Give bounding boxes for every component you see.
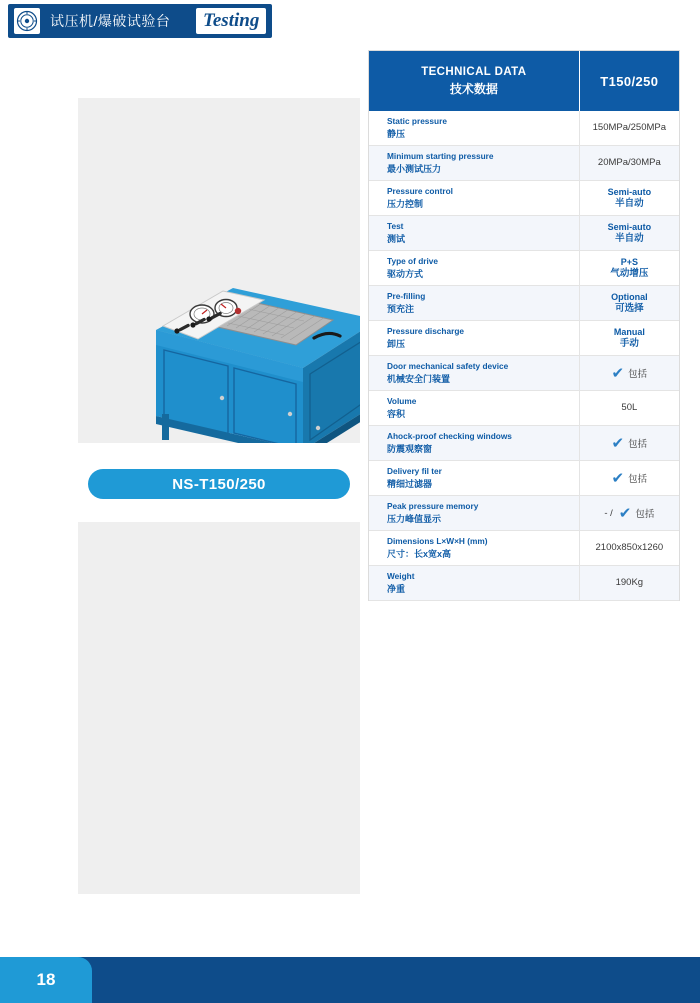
table-row-label [369,251,580,285]
page-header [0,0,700,42]
table-header-col2 [580,51,679,111]
table-header-col2-en: T150/250 [600,73,659,89]
table-row-value [580,461,679,495]
value-text: 50L [621,402,638,413]
value-cn: 包括 [635,509,655,520]
page-footer [0,957,700,1003]
table-row-label [369,531,580,565]
page-number-badge [0,957,92,1003]
value-prefix: - / [604,507,613,519]
table-row-label-en: Type of drive [387,256,439,266]
table-row-label [369,461,580,495]
table-header-row [369,51,679,111]
table-row-label [369,216,580,250]
table-row-value [580,216,679,250]
value-text: 2100x850x1260 [595,542,664,553]
table-row-label [369,566,580,600]
table-row-value [580,531,679,565]
table-row-value [580,426,679,460]
table-row-label-cn: 精细过滤器 [387,479,433,489]
value-cn: 半自动 [615,198,644,209]
technical-data-table [368,50,680,601]
table-row-label [369,391,580,425]
value-text: 20MPa/30MPa [597,157,661,168]
table-row-label-cn: 卸压 [387,339,406,349]
table-row-value [580,181,679,215]
value-en: Semi-auto [607,222,652,232]
page-number: 18 [36,970,56,989]
table-row-label-en: Door mechanical safety device [387,361,509,371]
table-row-label [369,426,580,460]
table-row-label-cn: 尺寸：长x宽x高 [387,549,452,559]
table-row-label [369,146,580,180]
included-check [612,366,648,381]
table-row-label-en: Volume [387,396,417,406]
table-row-label-cn: 防震观察窗 [387,444,433,454]
table-row-label-cn: 容积 [387,409,406,419]
table-row-value [580,251,679,285]
table-row-label-cn: 驱动方式 [387,269,424,279]
gauge-logo-icon [14,8,40,34]
table-row-value [580,286,679,320]
table-row-label-en: Delivery fil ter [387,466,442,476]
value-en: Semi-auto [607,187,652,197]
table-row-label-cn: 测试 [387,234,406,244]
table-row-label [369,181,580,215]
table-row-label-cn: 净重 [387,584,406,594]
table-row-value [580,321,679,355]
table-row-value [580,356,679,390]
table-row [369,321,679,356]
included-check [612,471,648,486]
value-cn: 气动增压 [610,268,649,279]
table-row [369,251,679,286]
header-title-en: Testing [196,8,266,34]
value-cn: 包括 [628,369,648,380]
table-row [369,356,679,391]
value-cn: 包括 [628,439,648,450]
table-row [369,496,679,531]
value-cn: 可选择 [615,303,644,314]
value-en: Optional [611,292,648,302]
table-row-label [369,111,580,145]
check-icon: ✔ [611,469,625,487]
table-row-label-en: Test [387,221,404,231]
value-en: Manual [613,327,645,337]
table-row-value [580,391,679,425]
table-row [369,566,679,601]
check-icon: ✔ [611,434,625,452]
table-row-label-en: Ahock-proof checking windows [387,431,512,441]
value-cn: 手动 [619,338,639,349]
table-body [369,111,679,601]
table-row [369,426,679,461]
header-title-cn: 试压机/爆破试验台 [50,13,171,29]
included-check [604,506,654,521]
product-sub-photo [78,522,360,894]
table-row-label-cn: 机械安全门装置 [387,374,451,384]
check-icon: ✔ [611,364,625,382]
value-text: 150MPa/250MPa [592,122,667,133]
table-row-value [580,111,679,145]
table-row-label-en: Minimum starting pressure [387,151,494,161]
table-row-label [369,356,580,390]
table-row-label-en: Pre-filling [387,291,426,301]
table-row-label-en: Pressure control [387,186,453,196]
table-row [369,216,679,251]
table-row-label-cn: 最小测试压力 [387,164,442,174]
table-row-value [580,566,679,600]
table-row [369,286,679,321]
product-caption-label: NS-T150/250 [172,475,266,493]
table-row-label [369,286,580,320]
table-row-label-en: Peak pressure memory [387,501,479,511]
machine-illustration-sub [78,522,360,894]
table-row-label-cn: 静压 [387,129,406,139]
table-row [369,181,679,216]
table-row-label-cn: 预充注 [387,304,415,314]
table-row-label-cn: 压力控制 [387,199,424,209]
table-row-label-en: Dimensions L×W×H (mm) [387,536,488,546]
table-row-label [369,321,580,355]
value-text: 190Kg [615,577,644,588]
table-header-col1 [369,51,580,111]
included-check [612,436,648,451]
table-row [369,461,679,496]
table-row [369,531,679,566]
table-row-label-en: Static pressure [387,116,447,126]
table-row-label [369,496,580,530]
table-header-col1-en: TECHNICAL DATA [421,65,527,78]
table-row [369,111,679,146]
table-header-col1-cn: 技术数据 [449,81,498,96]
value-cn: 半自动 [615,233,644,244]
table-row-value [580,146,679,180]
table-row [369,146,679,181]
check-icon: ✔ [618,504,632,522]
table-row-label-cn: 压力峰值显示 [387,514,442,524]
value-en: P+S [620,257,638,267]
machine-illustration-main [78,98,360,443]
table-row-label-en: Weight [387,571,415,581]
table-row [369,391,679,426]
value-cn: 包括 [628,474,648,485]
table-row-label-en: Pressure discharge [387,326,465,336]
table-row-value [580,496,679,530]
product-caption [88,469,350,499]
product-main-photo [78,98,360,443]
